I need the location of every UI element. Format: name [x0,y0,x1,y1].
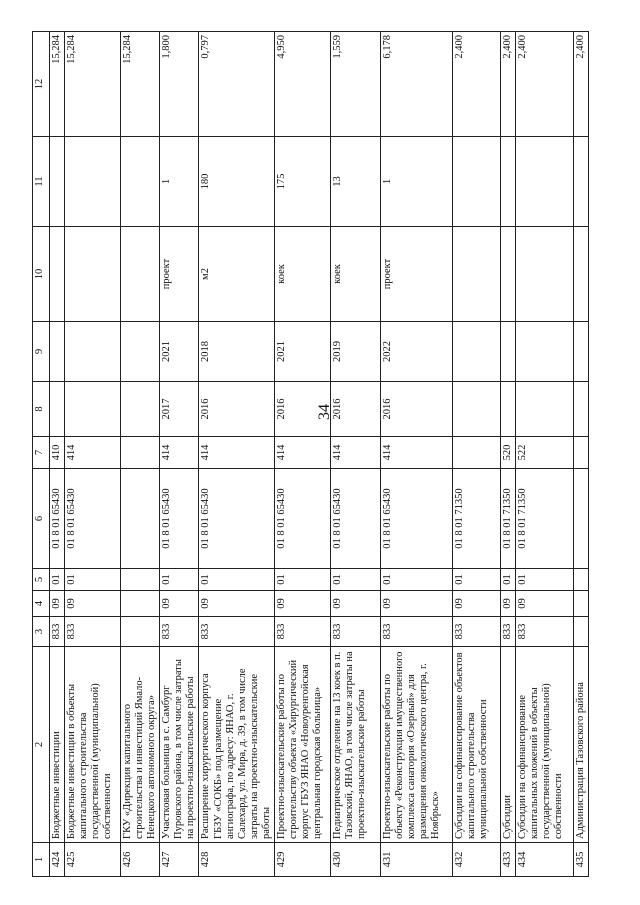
cell-c7: 520 [500,437,515,469]
cell-c7: 414 [65,437,121,469]
cell-n: 429 [274,843,330,877]
cell-c7 [452,437,500,469]
cell-c5: 01 [160,569,199,591]
col-header: 10 [33,227,50,322]
cell-c9 [515,322,573,382]
cell-c11: 13 [330,137,380,227]
page-number: 34 [316,404,333,420]
cell-c10 [452,227,500,322]
cell-name: Субсидии [500,647,515,843]
cell-c3: 833 [160,617,199,647]
cell-c10: проект [380,227,452,322]
cell-c4: 09 [330,591,380,617]
cell-c11 [500,137,515,227]
cell-c4: 09 [199,591,274,617]
cell-c11 [121,137,160,227]
cell-c7 [121,437,160,469]
col-header: 2 [33,647,50,843]
cell-c8 [121,382,160,437]
table-row [500,32,515,877]
col-header: 1 [33,843,50,877]
col-header: 7 [33,437,50,469]
cell-c11: 175 [274,137,330,227]
cell-c5 [573,569,588,591]
cell-c3: 833 [199,617,274,647]
table-row [160,32,199,877]
cell-c5: 01 [199,569,274,591]
cell-c6 [573,469,588,569]
col-header: 11 [33,137,50,227]
cell-c6: 01 8 01 65430 [65,469,121,569]
cell-c6 [121,469,160,569]
col-header: 5 [33,569,50,591]
cell-c4: 09 [50,591,65,617]
cell-c9: 2022 [380,322,452,382]
cell-c3: 833 [50,617,65,647]
cell-c11 [50,137,65,227]
cell-c10 [65,227,121,322]
cell-c7: 410 [50,437,65,469]
cell-name: Участковая больница в с. Самбург Пуровского района, в том числе затраты на проектно-изыскательские работы [160,647,199,843]
cell-c10 [500,227,515,322]
cell-c3: 833 [515,617,573,647]
cell-c4: 09 [160,591,199,617]
cell-c12: 0,797 [199,32,274,137]
cell-c8 [573,382,588,437]
cell-c5: 01 [330,569,380,591]
cell-c9 [500,322,515,382]
rotated-table-container [32,32,600,877]
cell-c6: 01 8 01 65430 [330,469,380,569]
table-row [199,32,274,877]
cell-c12: 4,950 [274,32,330,137]
cell-c5: 01 [515,569,573,591]
cell-c10: проект [160,227,199,322]
cell-c3: 833 [500,617,515,647]
cell-c8 [452,382,500,437]
cell-c6: 01 8 01 65430 [380,469,452,569]
cell-c9 [65,322,121,382]
cell-n: 424 [50,843,65,877]
cell-name: Субсидии на софинансирование объектов капитального строительства муниципальной собственности [452,647,500,843]
col-header: 3 [33,617,50,647]
cell-c7: 414 [160,437,199,469]
cell-c3: 833 [274,617,330,647]
cell-c3: 833 [380,617,452,647]
cell-c12: 15,284 [121,32,160,137]
cell-c12: 1,559 [330,32,380,137]
cell-c9 [50,322,65,382]
cell-c6: 01 8 01 65430 [160,469,199,569]
cell-c11 [65,137,121,227]
table-row [573,32,588,877]
table-row [515,32,573,877]
table-row [65,32,121,877]
cell-c11 [515,137,573,227]
cell-c6: 01 8 01 65430 [274,469,330,569]
cell-name: Расширение хирургического корпуса ГБЗУ «СОКБ» под размещение ангиографа, по адресу: ЯНАО, г. Салехард, ул. Мира, д. 39, в том числе затраты на проектно-изыскательские работы [199,647,274,843]
col-header: 8 [33,382,50,437]
cell-name: Бюджетные инвестиции в объекты капитального строительства государственной (муниципальной) собственности [65,647,121,843]
cell-c12: 1,800 [160,32,199,137]
cell-c10 [121,227,160,322]
cell-c10 [50,227,65,322]
cell-c11 [452,137,500,227]
cell-c11: 180 [199,137,274,227]
cell-c6: 01 8 01 71350 [500,469,515,569]
cell-c8: 2016 [330,382,380,437]
cell-c9 [573,322,588,382]
cell-c6: 01 8 01 71350 [452,469,500,569]
cell-c10 [573,227,588,322]
cell-c8: 2016 [274,382,330,437]
table-row [452,32,500,877]
cell-c4: 09 [515,591,573,617]
cell-c10 [515,227,573,322]
table-row [121,32,160,877]
cell-c7: 414 [330,437,380,469]
cell-c11: 1 [380,137,452,227]
cell-c5: 01 [500,569,515,591]
cell-c8: 2016 [199,382,274,437]
cell-c10: коек [274,227,330,322]
cell-name: Бюджетные инвестиции [50,647,65,843]
cell-c7: 414 [380,437,452,469]
cell-c4: 09 [274,591,330,617]
cell-c12: 6,178 [380,32,452,137]
cell-c10: коек [330,227,380,322]
cell-name: Администрация Тазовского района [573,647,588,843]
cell-c3 [121,617,160,647]
cell-c5: 01 [65,569,121,591]
cell-c5: 01 [452,569,500,591]
cell-c9 [452,322,500,382]
cell-c7: 414 [199,437,274,469]
cell-c9: 2021 [274,322,330,382]
cell-c9: 2021 [160,322,199,382]
cell-c4: 09 [500,591,515,617]
budget-table [32,31,589,877]
cell-c3 [573,617,588,647]
cell-c12: 15,284 [50,32,65,137]
cell-c9: 2018 [199,322,274,382]
cell-c12: 2,400 [573,32,588,137]
cell-name: Субсидии на софинансирование капитальных вложений в объекты государственной (муниципальной) собственности [515,647,573,843]
cell-c7: 522 [515,437,573,469]
cell-c5 [121,569,160,591]
cell-n: 428 [199,843,274,877]
cell-n: 427 [160,843,199,877]
cell-c11 [573,137,588,227]
cell-n: 425 [65,843,121,877]
cell-c3: 833 [452,617,500,647]
cell-c9: 2019 [330,322,380,382]
table-row [50,32,65,877]
cell-c3: 833 [65,617,121,647]
cell-c7: 414 [274,437,330,469]
cell-c5: 01 [274,569,330,591]
cell-name: Педиатрическое отделение на 13 коек в п. Тазовский, ЯНАО, в том числе затраты на проектно-изыскательские работы [330,647,380,843]
cell-c5: 01 [50,569,65,591]
cell-n: 431 [380,843,452,877]
table-row [274,32,330,877]
cell-n: 432 [452,843,500,877]
cell-c12: 2,400 [452,32,500,137]
col-header: 9 [33,322,50,382]
cell-c12: 15,284 [65,32,121,137]
cell-c8 [515,382,573,437]
header-row [33,32,50,877]
cell-n: 430 [330,843,380,877]
cell-c3: 833 [330,617,380,647]
cell-c8 [500,382,515,437]
cell-c9 [121,322,160,382]
cell-c4: 09 [380,591,452,617]
cell-c10: м2 [199,227,274,322]
cell-c4: 09 [65,591,121,617]
cell-c4: 09 [452,591,500,617]
cell-c8: 2016 [380,382,452,437]
cell-name: ГКУ «Дирекция капитального строительства и инвестиций Ямало-Ненецкого автономного округа» [121,647,160,843]
cell-c7 [573,437,588,469]
col-header: 4 [33,591,50,617]
cell-c8: 2017 [160,382,199,437]
cell-c12: 2,400 [515,32,573,137]
cell-n: 426 [121,843,160,877]
table-row [380,32,452,877]
table-row [330,32,380,877]
cell-c6: 01 8 01 65430 [50,469,65,569]
cell-c11: 1 [160,137,199,227]
cell-n: 433 [500,843,515,877]
cell-n: 435 [573,843,588,877]
cell-c6: 01 8 01 71350 [515,469,573,569]
cell-name: Проектно-изыскательские работы по строительству объекта «Хирургический корпус ГБУЗ ЯНАО «Новоуренгойская центральная городская больница» [274,647,330,843]
cell-n: 434 [515,843,573,877]
cell-name: Проектно-изыскательские работы по объекту «Реконструкция имущественного комплекса санатория «Озерный» для размещения онкологического центра, г. Ноябрьск» [380,647,452,843]
cell-c5: 01 [380,569,452,591]
cell-c6: 01 8 01 65430 [199,469,274,569]
cell-c12: 2,400 [500,32,515,137]
cell-c4 [573,591,588,617]
cell-c8 [50,382,65,437]
cell-c8 [65,382,121,437]
cell-c4 [121,591,160,617]
col-header: 6 [33,469,50,569]
col-header: 12 [33,32,50,137]
